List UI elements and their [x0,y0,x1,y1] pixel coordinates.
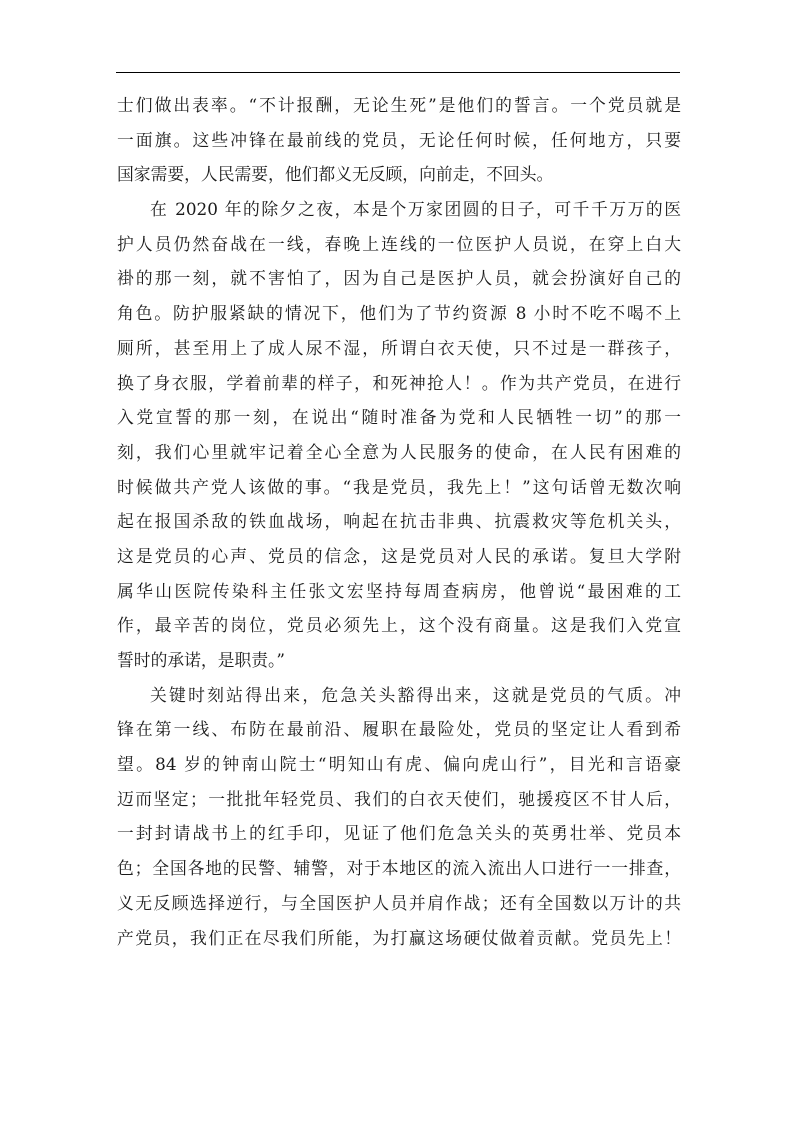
text-line: 色；全国各地的民警、辅警，对于本地区的流入流出人口进行一一排查， [117,858,681,879]
text-line: 作，最辛苦的岗位，党员必须先上，这个没有商量。这是我们入党宣 [117,615,681,636]
text-line: 起在报国杀敌的铁血战场，响起在抗击非典、抗震救灾等危机关头， [117,511,681,532]
body-text [117,88,681,955]
text-line: 锋在第一线、布防在最前沿、履职在最险处，党员的坚定让人看到希 [117,719,681,740]
text-line: 褂的那一刻，就不害怕了，因为自己是医护人员，就会扮演好自己的 [117,268,681,289]
text-line: 誓时的承诺，是职责。” [117,650,285,670]
text-line: 义无反顾选择逆行，与全国医护人员并肩作战；还有全国数以万计的共 [117,892,681,913]
text-line: 国家需要，人民需要，他们都义无反顾，向前走，不回头。 [117,164,554,185]
text-line: 迈而坚定；一批批年轻党员、我们的白衣天使们，驰援疫区不甘人后， [117,788,681,809]
paragraph-start-line: 关键时刻站得出来，危急关头豁得出来，这就是党员的气质。冲 [150,684,681,705]
paragraph-start-line: 在 2020 年的除夕之夜，本是个万家团圆的日子，可千千万万的医 [150,199,681,220]
header-rule [116,72,680,73]
text-line: 士们做出表率。“不计报酬，无论生死”是他们的誓言。一个党员就是 [117,95,681,115]
text-line: 一封封请战书上的红手印，见证了他们危急关头的英勇壮举、党员本 [117,823,681,844]
text-line: 这是党员的心声、党员的信念，这是党员对人民的承诺。复旦大学附 [117,545,681,566]
text-line: 属华山医院传染科主任张文宏坚持每周查病房，他曾说“最困难的工 [117,580,681,601]
text-line: 时候做共产党人该做的事。“我是党员，我先上！”这句话曾无数次响 [117,476,681,497]
text-line: 望。84 岁的钟南山院士“明知山有虎、偏向虎山行”，目光和言语豪 [117,754,681,775]
text-line: 护人员仍然奋战在一线，春晚上连线的一位医护人员说，在穿上白大 [117,233,681,254]
text-line: 一面旗。这些冲锋在最前线的党员，无论任何时候，任何地方，只要 [117,129,681,150]
text-line: 刻，我们心里就牢记着全心全意为人民服务的使命，在人民有困难的 [117,441,681,462]
text-line: 角色。防护服紧缺的情况下，他们为了节约资源 8 小时不吃不喝不上 [117,303,681,324]
text-line: 换了身衣服，学着前辈的样子，和死神抢人！。作为共产党员，在进行 [117,372,681,393]
text-line: 入党宣誓的那一刻，在说出“随时准备为党和人民牺牲一切”的那一 [117,407,681,428]
text-line: 产党员，我们正在尽我们所能，为打赢这场硬仗做着贡献。党员先上！ [117,927,681,948]
text-line: 厕所，甚至用上了成人尿不湿，所谓白衣天使，只不过是一群孩子， [117,337,681,358]
